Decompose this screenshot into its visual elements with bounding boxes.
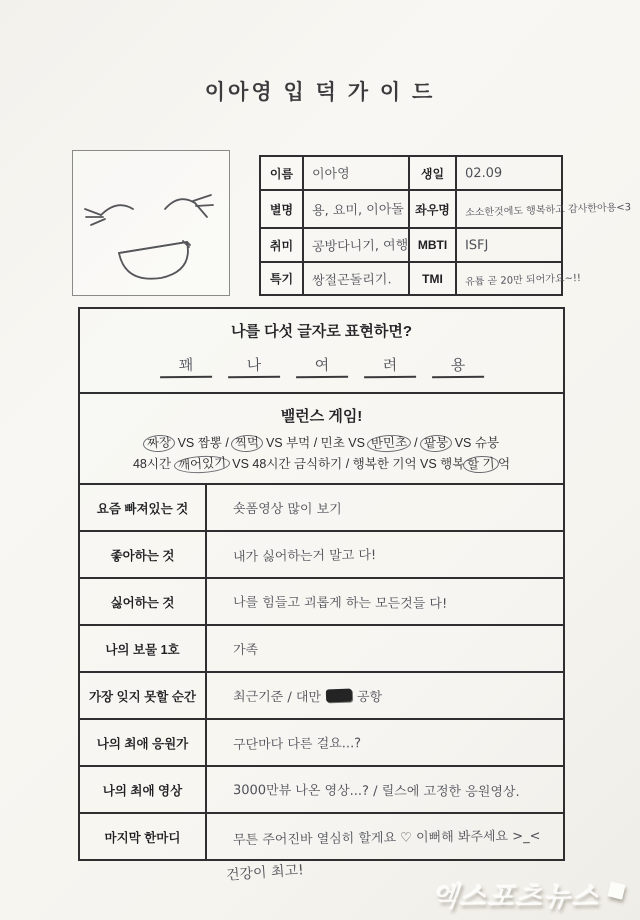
- field-label-tmi: TMI: [409, 262, 456, 295]
- field-label-nickname: 별명: [260, 190, 303, 228]
- circled-choice: 깨어있기: [173, 455, 230, 475]
- qa-answer: 가족: [232, 642, 259, 659]
- qa-label: 나의 보물 1호: [80, 626, 207, 671]
- scribbled-out-word: [326, 689, 352, 703]
- qa-answer: 내가 싫어하는거 말고 다!: [232, 548, 377, 565]
- qa-answer: 숏폼영상 많이 보기: [232, 501, 342, 518]
- qa-answer: 공항: [356, 689, 383, 706]
- balance-game-heading: 밸런스 게임!: [280, 408, 363, 425]
- qa-row-dislikes: [80, 577, 563, 624]
- smiley-face-icon: [73, 151, 228, 294]
- field-value-motto: 소소한것에도 행복하고 감사한아용<3: [464, 202, 632, 219]
- qa-label: 나의 최애 응원가: [80, 720, 207, 765]
- circled-choice: 짜장: [143, 434, 176, 453]
- field-label-motto: 좌우명: [409, 190, 456, 228]
- circled-choice: 찍먹: [231, 434, 264, 453]
- circled-choice: 할 기: [463, 455, 499, 474]
- field-value-birthday: 02.09: [464, 165, 503, 182]
- letter-blank: 려: [363, 354, 415, 378]
- profile-table: [259, 155, 632, 296]
- qa-row-last-words: [80, 812, 563, 859]
- field-value-tmi: 유튭 곧 20만 되어가요~!!: [464, 272, 582, 288]
- smiley-face-drawing: [72, 150, 230, 296]
- balance-text: VS 슈붕: [451, 436, 500, 450]
- qa-label: 나의 최애 영상: [80, 767, 207, 812]
- qa-answer: 나를 힘들고 괴롭게 하는 모든것들 다!: [232, 595, 448, 612]
- table-row: [260, 190, 562, 228]
- qa-answer: 구단마다 다른 걸요...?: [232, 736, 362, 753]
- five-letter-blanks: [80, 354, 563, 378]
- qa-label: 싫어하는 것: [80, 579, 207, 624]
- qa-row-current-obsession: [80, 483, 563, 530]
- qa-row-likes: [80, 530, 563, 577]
- qa-label: 요즘 빠져있는 것: [80, 485, 207, 530]
- page-title: 이아영 입 덕 가 이 드: [204, 81, 436, 104]
- balance-text: VS 짬뽕 /: [174, 436, 233, 450]
- qa-label: 마지막 한마디: [80, 814, 207, 859]
- circled-choice: 반민초: [367, 434, 412, 453]
- field-value-name: 이아영: [311, 166, 350, 183]
- qa-label: 좋아하는 것: [80, 532, 207, 577]
- qa-row-favorite-cheer-song: [80, 718, 563, 765]
- field-label-specialty: 특기: [260, 262, 303, 295]
- field-value-nickname: 용, 요미, 이아돌: [311, 202, 405, 219]
- table-row: [260, 262, 562, 295]
- letter-blank: 나: [227, 354, 279, 378]
- field-value-specialty: 쌍절곤돌리기.: [311, 271, 392, 289]
- qa-row-favorite-video: [80, 765, 563, 812]
- handwritten-health-note: 건강이 최고!: [225, 862, 305, 884]
- qa-label: 가장 잊지 못할 순간: [80, 673, 207, 718]
- balance-game-options: [80, 433, 563, 475]
- xports-news-watermark: 엑스포츠뉴스: [429, 882, 602, 912]
- qa-answer: 3000만뷰 나온 영상...? / 릴스에 고정한 응원영상.: [232, 782, 520, 801]
- field-value-hobby: 공방다니기, 여행: [311, 238, 409, 255]
- circled-choice: 팥붕: [420, 434, 453, 453]
- table-row: [260, 228, 562, 262]
- field-label-name: 이름: [260, 156, 303, 190]
- table-row: [260, 156, 562, 190]
- letter-blank: 꽤: [159, 354, 211, 378]
- balance-text: VS 부먹 / 민초 VS: [262, 436, 369, 450]
- questionnaire-table: [78, 307, 565, 861]
- five-letters-heading: 나를 다섯 글자로 표현하면?: [230, 323, 413, 340]
- field-label-birthday: 생일: [409, 156, 456, 190]
- balance-text: 억: [497, 457, 511, 471]
- qa-answer: 무튼 주어진바 열심히 할게요 ♡ 이뻐해 봐주세요 >_<: [232, 828, 541, 849]
- balance-text: /: [410, 436, 422, 450]
- balance-game-section: [80, 392, 563, 483]
- qa-row-unforgettable-moment: [80, 671, 563, 718]
- letter-blank: 여: [295, 354, 347, 378]
- watermark-logo-icon: [607, 881, 625, 899]
- balance-text: VS 48시간 금식하기 / 행복한 기억 VS 행복: [228, 457, 465, 471]
- balance-text: 48시간: [132, 457, 175, 471]
- balance-line-2: [80, 454, 563, 475]
- field-label-hobby: 취미: [260, 228, 303, 262]
- balance-line-1: [80, 433, 563, 454]
- qa-answer: 최근기준 / 대만: [232, 689, 322, 706]
- field-value-mbti: ISFJ: [464, 237, 489, 254]
- field-label-mbti: MBTI: [409, 228, 456, 262]
- qa-row-treasure: [80, 624, 563, 671]
- letter-blank: 용: [431, 354, 483, 378]
- five-letters-section: [80, 309, 563, 392]
